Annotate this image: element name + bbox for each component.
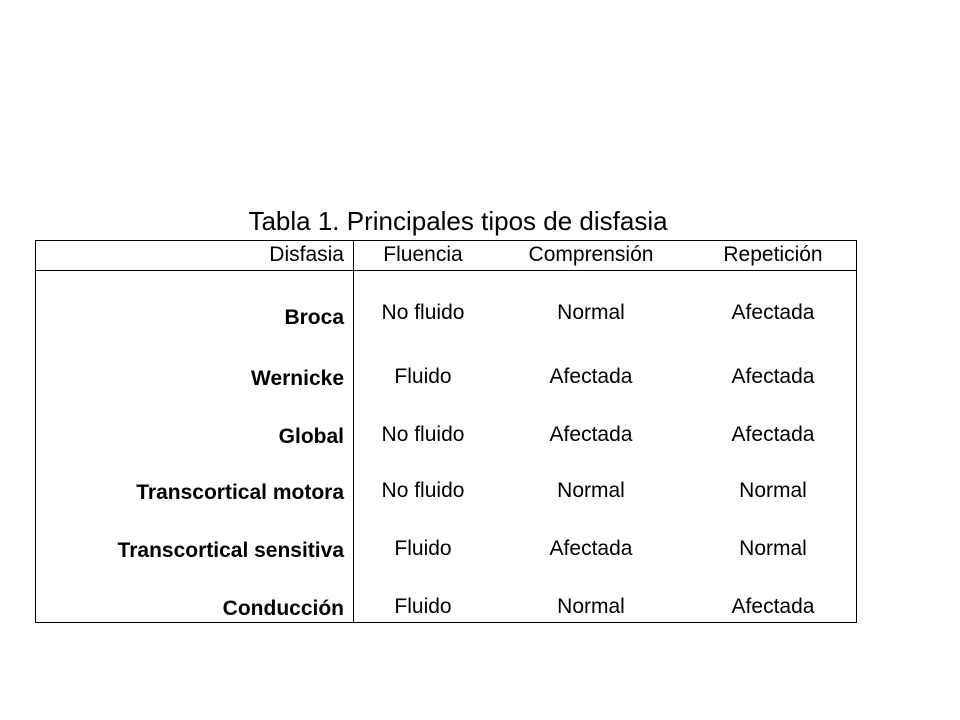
cell-fluencia: Fluido (394, 595, 452, 618)
cell-repeticion: Afectada (731, 301, 815, 324)
cell-repeticion: Afectada (731, 595, 815, 618)
cell-repeticion: Afectada (731, 365, 815, 388)
row-label: Broca (284, 306, 344, 329)
cell-fluencia: No fluido (381, 423, 465, 446)
cell-comprension: Afectada (549, 423, 633, 446)
cell-comprension: Afectada (549, 537, 633, 560)
cell-repeticion: Afectada (731, 423, 815, 446)
cell-comprension: Afectada (549, 365, 633, 388)
cell-comprension: Normal (557, 595, 625, 618)
cell-fluencia: Fluido (394, 537, 452, 560)
cell-comprension: Normal (557, 301, 625, 324)
header-disfasia: Disfasia (269, 243, 344, 266)
table-caption: Tabla 1. Principales tipos de disfasia (248, 206, 668, 236)
row-label: Conducción (222, 597, 344, 620)
row-label: Transcortical motora (136, 481, 344, 504)
header-divider (35, 270, 857, 271)
cell-fluencia: Fluido (394, 365, 452, 388)
cell-comprension: Normal (557, 479, 625, 502)
header-repeticion: Repetición (723, 243, 823, 266)
header-comprension: Comprensión (528, 243, 654, 266)
header-fluencia: Fluencia (383, 243, 463, 266)
cell-fluencia: No fluido (381, 479, 465, 502)
cell-repeticion: Normal (739, 537, 807, 560)
row-label: Global (278, 425, 344, 448)
row-label: Wernicke (251, 367, 344, 390)
cell-fluencia: No fluido (381, 301, 465, 324)
row-label: Transcortical sensitiva (117, 539, 344, 562)
cell-repeticion: Normal (739, 479, 807, 502)
